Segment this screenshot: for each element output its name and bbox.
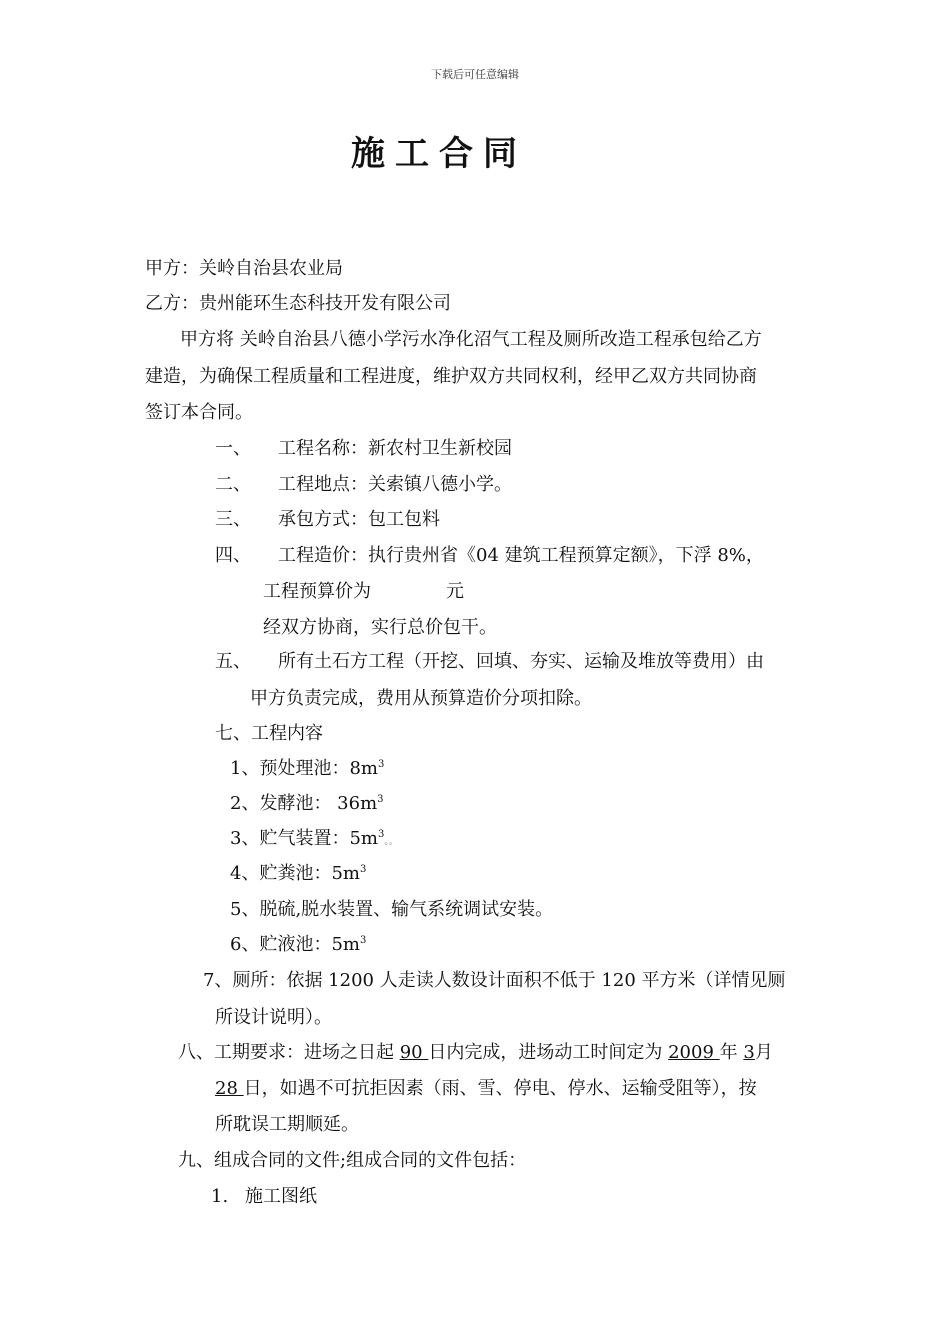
toilet-line-2: 所设计说明）。: [215, 1007, 332, 1028]
content-item-6: 6、贮液池：$5m^3$: [230, 934, 367, 955]
intro-line-1: 甲方将 关岭自治县八德小学污水净化沼气工程及厕所改造工程承包给乙方: [180, 329, 762, 350]
clause-1-number: 一、: [215, 438, 251, 459]
clause-5-text: 所有土石方工程（开挖、回填、夯实、运输及堆放等费用）由: [278, 651, 764, 672]
intro-line-3: 签订本合同。: [145, 402, 253, 423]
schedule-year: 2009: [668, 1042, 720, 1063]
clause-4-text: 工程造价：执行贵州省《04 建筑工程预算定额》，下浮 8%，: [278, 545, 764, 566]
clause-5-number: 五、: [215, 651, 251, 672]
schedule-day: 28: [215, 1078, 244, 1099]
budget-label: 工程预算价为: [263, 581, 371, 602]
content-item-4: 4、贮粪池：$5m^3$: [230, 863, 367, 884]
party-a: 甲方：关岭自治县农业局: [145, 258, 343, 279]
page-title: 施工合同: [351, 134, 527, 174]
schedule-days: 90: [399, 1042, 429, 1063]
content-heading: 七、工程内容: [215, 723, 323, 744]
clause-2-number: 二、: [215, 474, 251, 495]
content-item-3: 3、贮气装置：$5m^3$。。: [230, 828, 398, 849]
schedule-line-1: 八、工期要求：进场之日起 90 日内完成，进场动工时间定为 2009 年 3月: [178, 1042, 773, 1063]
schedule-line-3: 所耽误工期顺延。: [215, 1114, 359, 1135]
party-b: 乙方：贵州能环生态科技开发有限公司: [145, 293, 451, 314]
header-note: 下载后可任意编辑: [431, 68, 519, 81]
clause-5-continuation: 甲方负责完成，费用从预算造价分项扣除。: [250, 688, 592, 709]
budget-unit: 元: [446, 581, 464, 602]
clause-1-text: 工程名称：新农村卫生新校园: [278, 438, 512, 459]
documents-item-1-text: 施工图纸: [245, 1186, 317, 1207]
intro-line-2: 建造，为确保工程质量和工程进度，维护双方共同权利，经甲乙双方共同协商: [145, 366, 757, 387]
clause-3-text: 承包方式：包工包料: [278, 509, 440, 530]
price-negotiation: 经双方协商，实行总价包干。: [263, 617, 497, 638]
toilet-line-1: 7、厕所：依据 1200 人走读人数设计面积不低于 120 平方米（详情见厕: [203, 970, 786, 991]
schedule-line-2: 28 日，如遇不可抗拒因素（雨、雪、停电、停水、运输受阻等），按: [215, 1078, 757, 1099]
content-item-1: 1、预处理池：$8m^3$: [230, 758, 385, 779]
documents-heading: 九、组成合同的文件;组成合同的文件包括：: [178, 1150, 527, 1171]
clause-3-number: 三、: [215, 509, 251, 530]
clause-2-text: 工程地点：关索镇八德小学。: [278, 474, 512, 495]
clause-4-number: 四、: [215, 545, 251, 566]
schedule-month: 3: [743, 1042, 755, 1063]
documents-item-1-number: 1.: [211, 1186, 229, 1207]
content-item-2: 2、发酵池： $36m^3$: [230, 793, 384, 814]
content-item-5: 5、脱硫,脱水装置、输气系统调试安装。: [230, 899, 554, 920]
